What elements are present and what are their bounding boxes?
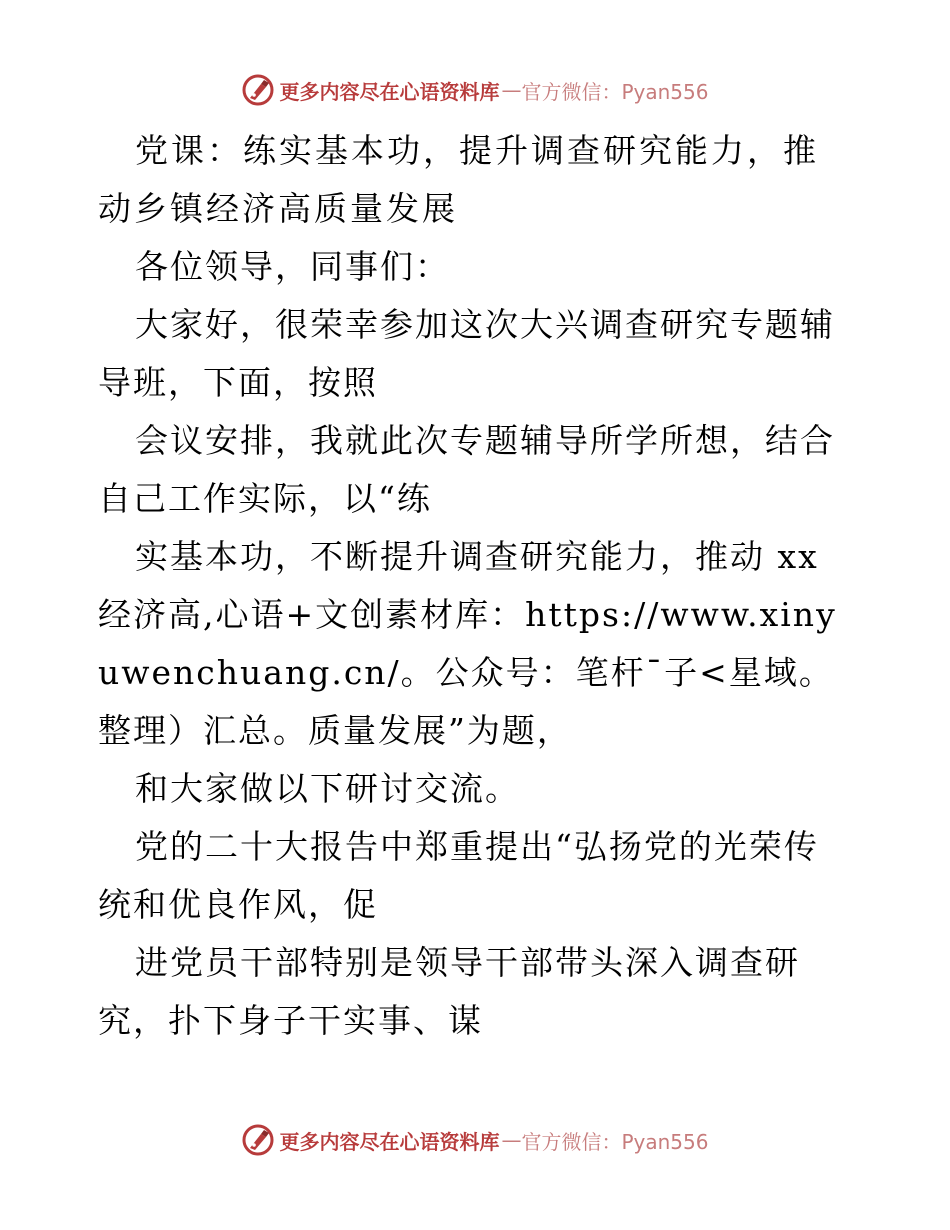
document-body [98,122,850,1050]
banner-text: 更多内容尽在心语资料库 [279,79,500,104]
paragraph: 和大家做以下研讨交流。 [135,769,520,808]
paragraph: 党的二十大报告中郑重提出“弘扬党的光荣传统和优良作风，促 [98,827,819,924]
pen-nib-circle-icon [241,1123,275,1157]
paragraph: 进党员干部特别是领导干部带头深入调查研究，扑下身子干实事、谋 [98,943,800,1040]
banner-separator: — [501,78,522,102]
banner-wechat: 官方微信：Pyan556 [521,1129,709,1154]
document-title: 党课：练实基本功，提升调查研究能力，推动乡镇经济高质量发展 [98,131,819,228]
paragraph: 大家好，很荣幸参加这次大兴调查研究专题辅导班，下面，按照 [98,305,835,402]
paragraph: 各位领导，同事们： [135,247,450,286]
banner-separator: — [501,1128,522,1152]
banner-wechat: 官方微信：Pyan556 [521,79,709,104]
paragraph: 实基本功，不断提升调查研究能力，推动 xx 经济高,心语+文创素材库：https://www.xinyuwenchuang.cn/。公众号：笔杆¯子<星域。整理）汇总。质量发展”为题， [98,537,837,750]
footer-banner [0,1120,950,1160]
header-banner [0,70,950,110]
banner-text: 更多内容尽在心语资料库 [279,1129,500,1154]
paragraph: 会议安排，我就此次专题辅导所学所想，结合自己工作实际，以“练 [98,421,835,518]
pen-nib-circle-icon [241,73,275,107]
